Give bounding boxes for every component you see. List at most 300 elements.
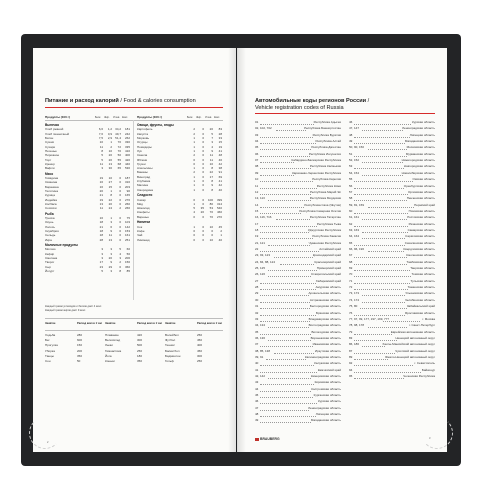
region-row: [349, 145, 435, 151]
food-value: 9: [211, 148, 213, 153]
food-value: 187: [124, 176, 130, 180]
food-value: 420: [124, 157, 130, 162]
region-name: г. Санкт-Петербург: [409, 323, 435, 328]
food-value: 1: [193, 187, 195, 192]
note-2: Каждый грамм жиров даёт 9 ккал: [45, 309, 86, 312]
activity-cell: Йога: [105, 353, 112, 358]
food-name: Яблоки: [137, 157, 148, 162]
region-name: Челябинская область: [404, 297, 435, 302]
food-name: Баранина: [45, 184, 59, 189]
region-row: [255, 361, 341, 367]
region-row: [255, 406, 341, 412]
region-codes: 27: [255, 278, 259, 283]
food-name: Треска: [45, 216, 55, 220]
region-name: Томская область: [411, 272, 435, 277]
dot-leader: [268, 200, 312, 201]
region-name: Новгородская область: [403, 164, 435, 169]
activity-column-header: Расход ккал в 1 час: [197, 322, 223, 325]
region-name: Оренбургская область: [403, 183, 435, 188]
region-name: Саратовская область: [405, 234, 435, 239]
food-value: 10: [209, 161, 213, 166]
region-row: [255, 272, 341, 278]
dot-leader: [354, 270, 410, 271]
food-value: 21: [99, 193, 103, 198]
region-row: [255, 399, 341, 405]
food-value: 3: [101, 251, 103, 256]
food-value: 142: [124, 224, 130, 229]
food-value: 34,2: [115, 127, 121, 132]
food-value: 100: [207, 197, 213, 202]
food-value: 3: [101, 166, 103, 171]
region-row: [255, 330, 341, 336]
region-name: Иркутская область: [314, 348, 341, 353]
food-name: Виноград: [137, 174, 151, 179]
region-codes: 53: [349, 164, 353, 169]
food-value: 0: [202, 197, 204, 202]
region-codes: 94: [349, 367, 353, 372]
food-value: 0: [202, 136, 204, 140]
dot-leader: [260, 302, 310, 303]
food-name: Йогурт: [45, 268, 55, 273]
dot-leader: [362, 162, 403, 163]
region-name: Республика Коми: [316, 183, 341, 188]
dot-leader: [260, 289, 316, 290]
food-value: 0: [119, 228, 121, 233]
food-value: 10: [99, 140, 103, 145]
region-name: Республика Хакасия: [312, 234, 341, 239]
food-name: Телятина: [45, 188, 58, 193]
region-codes: 75, 80: [349, 304, 358, 309]
region-name: Забайкальский край: [406, 304, 435, 309]
food-value: 0: [202, 233, 204, 238]
brand-mark-icon: [255, 438, 259, 441]
region-name: Орловская область: [407, 189, 435, 194]
region-name: Пермский край: [414, 202, 435, 207]
food-row: [137, 238, 225, 242]
food-value: 3: [110, 220, 112, 225]
food-value: 0: [193, 237, 195, 242]
food-value: 2: [119, 206, 121, 211]
food-value: 1: [193, 183, 195, 188]
food-value: 1: [193, 144, 195, 149]
region-row: [349, 190, 435, 196]
region-name: Смоленская область: [405, 253, 435, 258]
region-name: Чувашская Республика: [308, 240, 341, 245]
activity-cell: Коньки: [105, 359, 115, 363]
region-row: [255, 139, 341, 145]
food-value: 242: [124, 131, 130, 136]
region-row: [255, 260, 341, 266]
food-name: Индейка: [45, 197, 57, 202]
region-name: Республика Башкортостан: [304, 126, 341, 131]
region-codes: 10: [255, 177, 259, 182]
food-value: 335: [124, 144, 130, 149]
activity-cell: Гимнастика: [105, 348, 122, 353]
region-codes: 32: [255, 310, 259, 315]
region-row: [255, 120, 341, 126]
region-codes: 42, 142: [255, 374, 266, 378]
dot-leader: [268, 340, 312, 341]
food-name: Апельсины: [137, 166, 153, 171]
food-name: Говядина: [45, 176, 59, 180]
food-value: 0: [202, 214, 204, 219]
region-name: Курская область: [318, 399, 341, 404]
dot-leader: [260, 397, 313, 398]
dot-leader: [362, 130, 403, 131]
food-value: 90: [126, 188, 130, 193]
food-value: 0: [202, 148, 204, 153]
dot-leader: [274, 257, 313, 258]
food-name: Клубника: [137, 179, 151, 183]
food-name: Мёд: [137, 201, 143, 206]
region-codes: 48: [349, 132, 353, 137]
region-name: Ивановская область: [312, 342, 341, 347]
food-row: [45, 206, 133, 210]
region-row: [255, 418, 341, 424]
dot-leader: [274, 353, 314, 354]
region-codes: 49: [349, 139, 353, 144]
region-row: [349, 336, 435, 342]
region-name: Астраханская область: [309, 297, 341, 302]
dot-leader: [362, 232, 409, 233]
dot-leader: [260, 403, 317, 404]
vehicle-codes-subtitle: Vehicle registration codes of Russia: [255, 105, 344, 111]
region-codes: 95: [349, 374, 353, 378]
food-value: 16: [99, 216, 103, 220]
dot-leader: [260, 149, 311, 150]
food-name: Конфеты: [137, 210, 150, 215]
dot-leader: [260, 321, 310, 322]
region-row: [349, 355, 435, 361]
region-codes: 28: [255, 285, 259, 290]
activity-column-header: Занятие: [165, 322, 176, 325]
dot-leader: [260, 308, 310, 309]
dot-leader: [260, 226, 317, 227]
region-row: [349, 298, 435, 304]
region-codes: 09: [255, 170, 259, 175]
food-value: 3: [110, 251, 112, 256]
region-name: Волгоградская область: [308, 323, 341, 328]
region-row: [349, 126, 435, 132]
food-value: 9: [110, 228, 112, 233]
food-section-title: Овощи, фрукты, ягоды: [137, 123, 174, 127]
food-name: Кефир: [45, 251, 55, 256]
food-value: 27: [108, 180, 112, 185]
dot-leader: [362, 175, 403, 176]
food-value: 4: [119, 251, 121, 256]
food-value: 42: [218, 183, 222, 188]
food-value: 0: [202, 201, 204, 206]
dot-leader: [368, 327, 407, 328]
food-value: 276: [124, 197, 130, 202]
region-name: Республика Калмыкия: [309, 164, 341, 169]
dot-leader: [354, 124, 411, 125]
region-name: Псковская область: [408, 208, 435, 213]
food-value: 3: [110, 247, 112, 252]
region-row: [349, 304, 435, 310]
region-codes: 62: [349, 221, 353, 226]
region-codes: 06: [255, 151, 259, 156]
food-value: 6: [110, 224, 112, 229]
food-section-title: Молочные продукты: [45, 243, 79, 247]
food-name: Шоколад: [137, 206, 150, 211]
activity-cell: 250: [197, 359, 203, 363]
region-row: [255, 241, 341, 247]
region-row: [349, 330, 435, 336]
food-value: 20: [108, 157, 112, 162]
dot-leader: [260, 238, 313, 239]
dot-leader: [362, 295, 406, 296]
dot-leader: [354, 200, 407, 201]
food-value: 270: [216, 214, 222, 219]
region-codes: 46: [255, 399, 259, 404]
food-name: Лосось: [45, 224, 55, 229]
food-value: 0: [202, 183, 204, 188]
region-name: Сахалинская область: [404, 240, 435, 245]
dot-leader: [354, 188, 404, 189]
food-value: 0: [119, 184, 121, 189]
region-name: Республика Карелия: [312, 177, 341, 182]
food-value: 2: [110, 144, 112, 149]
food-value: 156: [124, 260, 130, 265]
activity-cell: Гольф: [165, 359, 174, 363]
region-name: г. Севастополь: [414, 361, 435, 366]
region-row: [349, 342, 435, 348]
activity-cell: Лыжи: [105, 343, 113, 348]
food-value: 56: [126, 251, 130, 256]
food-value: 0: [202, 161, 204, 166]
food-value: 3: [101, 256, 103, 260]
region-codes: 48: [255, 412, 259, 417]
food-value: 85: [126, 268, 130, 273]
food-value: 1: [193, 174, 195, 179]
dot-leader: [280, 264, 314, 265]
region-codes: 51: [349, 151, 353, 156]
region-codes: 25, 125: [255, 266, 266, 271]
region-codes: 67: [349, 253, 353, 258]
region-name: Камчатский край: [317, 367, 341, 372]
region-codes: 71: [349, 278, 353, 283]
food-value: 53: [209, 206, 213, 211]
food-name: Сосиски: [45, 206, 57, 211]
region-codes: 64, 164: [349, 234, 360, 239]
food-value: 262: [124, 136, 130, 140]
dot-leader: [276, 130, 306, 131]
food-name: Помидоры: [137, 144, 152, 149]
region-codes: 76: [349, 310, 353, 315]
activity-cell: Футбол: [165, 338, 176, 343]
food-value: 9: [211, 183, 213, 188]
food-name: Молоко: [45, 247, 56, 252]
food-value: 0: [202, 140, 204, 145]
dot-leader: [354, 378, 404, 379]
food-value: 9: [110, 260, 112, 265]
region-name: Московская область: [406, 145, 435, 150]
food-value: 48: [218, 153, 222, 158]
region-row: [255, 336, 341, 342]
food-name: Малина: [137, 183, 148, 188]
activity-cell: Теннис: [165, 343, 175, 348]
region-row: [349, 234, 435, 240]
dot-leader: [354, 181, 413, 182]
region-codes: 07: [255, 158, 259, 163]
food-value: 1: [193, 148, 195, 153]
food-value: 0: [119, 233, 121, 238]
region-name: Алтайский край: [319, 247, 341, 251]
region-name: Воронежская область: [310, 335, 341, 340]
activity-cell: 200: [77, 348, 83, 353]
food-value: 17: [99, 260, 103, 265]
food-name: Сахар: [137, 197, 146, 202]
region-codes: 72: [349, 285, 353, 290]
dot-leader: [354, 315, 405, 316]
dot-leader: [354, 334, 392, 335]
food-value: 60: [126, 247, 130, 252]
food-name: Хлеб пшеничный: [45, 131, 70, 136]
food-value: 20: [108, 256, 112, 260]
region-name: Брянская область: [316, 310, 341, 315]
food-row: [45, 166, 133, 170]
food-value: 8: [110, 193, 112, 198]
food-value: 72: [117, 144, 121, 149]
activity-cell: 250: [197, 333, 203, 337]
food-value: 0: [211, 228, 213, 233]
food-name: Морковь: [137, 136, 150, 140]
food-value: 410: [124, 148, 130, 153]
region-row: [255, 171, 341, 177]
region-name: Ростовская область: [407, 215, 435, 220]
food-name: Сметана: [45, 256, 58, 260]
food-value: 83: [218, 127, 222, 132]
region-codes: 65: [349, 240, 353, 245]
food-name: Сельдь: [45, 233, 56, 238]
region-name: Ульяновская область: [405, 291, 435, 296]
dot-leader: [354, 168, 404, 169]
dot-leader: [260, 384, 314, 385]
food-value: 0: [202, 224, 204, 229]
activity-cell: Ходьба: [45, 333, 56, 337]
region-codes: 47, 147: [349, 126, 360, 131]
dot-leader: [260, 175, 294, 176]
region-row: [255, 177, 341, 183]
dot-leader: [260, 168, 311, 169]
dot-leader: [260, 416, 316, 417]
food-value: 41: [218, 179, 222, 183]
food-name: Печенье: [45, 148, 57, 153]
food-value: 0: [193, 228, 195, 233]
region-row: [349, 317, 435, 323]
region-codes: 35: [255, 329, 259, 334]
food-value: 165: [124, 193, 130, 198]
region-row: [349, 196, 435, 202]
region-name: Республика Бурятия: [312, 132, 341, 137]
region-row: [255, 387, 341, 393]
region-codes: 22: [255, 247, 259, 251]
food-value: 0: [193, 157, 195, 162]
region-codes: 61, 161: [349, 215, 360, 220]
activity-cell: Сон: [45, 359, 51, 363]
dot-leader: [260, 422, 311, 423]
food-value: 50: [117, 153, 121, 158]
activity-cell: Бадминтон: [165, 353, 181, 358]
food-value: 2: [193, 153, 195, 158]
region-name: Рязанская область: [408, 221, 435, 226]
dot-leader: [260, 143, 316, 144]
region-row: [349, 272, 435, 278]
region-row: [255, 317, 341, 323]
region-row: [349, 152, 435, 158]
region-codes: 56: [349, 183, 353, 188]
dot-leader: [260, 137, 313, 138]
food-value: 251: [124, 237, 130, 242]
region-codes: 70: [349, 272, 353, 277]
region-row: [255, 203, 341, 209]
region-codes: 50, 90, 150: [349, 145, 365, 150]
food-value: 20: [209, 127, 213, 132]
food-name: Окунь: [45, 220, 54, 225]
food-value: 0: [202, 228, 204, 233]
food-value: 55: [117, 157, 121, 162]
region-name: Чукотский автономный округ: [395, 348, 435, 353]
food-value: 0: [119, 237, 121, 242]
food-value: 18: [99, 220, 103, 225]
region-codes: 16, 116, 716: [255, 215, 272, 220]
food-value: 29: [108, 264, 112, 269]
food-name: Скумбрия: [45, 228, 59, 233]
food-value: 0: [119, 180, 121, 185]
region-codes: 86, 186: [349, 342, 360, 347]
activity-cell: Бег: [45, 338, 50, 343]
food-value: 8: [211, 166, 213, 171]
food-value: 530: [124, 166, 130, 171]
right-page-number: 3: [429, 437, 431, 440]
region-row: [255, 247, 341, 253]
region-codes: 29: [255, 291, 259, 296]
region-name: Калининградская область: [304, 354, 341, 359]
region-name: Республика Алтай: [315, 139, 341, 144]
activity-column-header: Расход ккал в 1 час: [77, 322, 103, 325]
region-row: [255, 266, 341, 272]
dot-leader: [354, 359, 388, 360]
region-codes: 40: [255, 361, 259, 366]
region-name: Магаданская область: [310, 418, 341, 423]
region-name: Кировская область: [314, 380, 341, 385]
region-codes: 34, 134: [255, 323, 266, 328]
food-name: Батон: [45, 136, 54, 140]
food-value: 0: [119, 197, 121, 202]
dot-leader: [260, 346, 313, 347]
dot-leader: [260, 162, 294, 163]
food-section-title: Сладости: [137, 193, 153, 198]
activity-cell: 280: [77, 333, 83, 337]
food-section-title: Выпечка: [45, 123, 59, 127]
food-value: 11: [209, 153, 213, 158]
food-value: 17: [209, 174, 213, 179]
region-row: [349, 139, 435, 145]
region-name: Ненецкий автономный округ: [395, 335, 435, 340]
food-value: 0: [202, 237, 204, 242]
region-codes: 30: [255, 297, 259, 302]
region-name: Омская область: [412, 177, 435, 182]
food-name: Чай: [137, 233, 143, 238]
region-codes: 15: [255, 208, 259, 213]
food-name: Пирожное: [45, 153, 60, 158]
food-value: 46: [218, 157, 222, 162]
food-value: 19: [99, 197, 103, 202]
food-value: 10: [209, 224, 213, 229]
region-row: [255, 368, 341, 374]
food-value: 30: [108, 166, 112, 171]
